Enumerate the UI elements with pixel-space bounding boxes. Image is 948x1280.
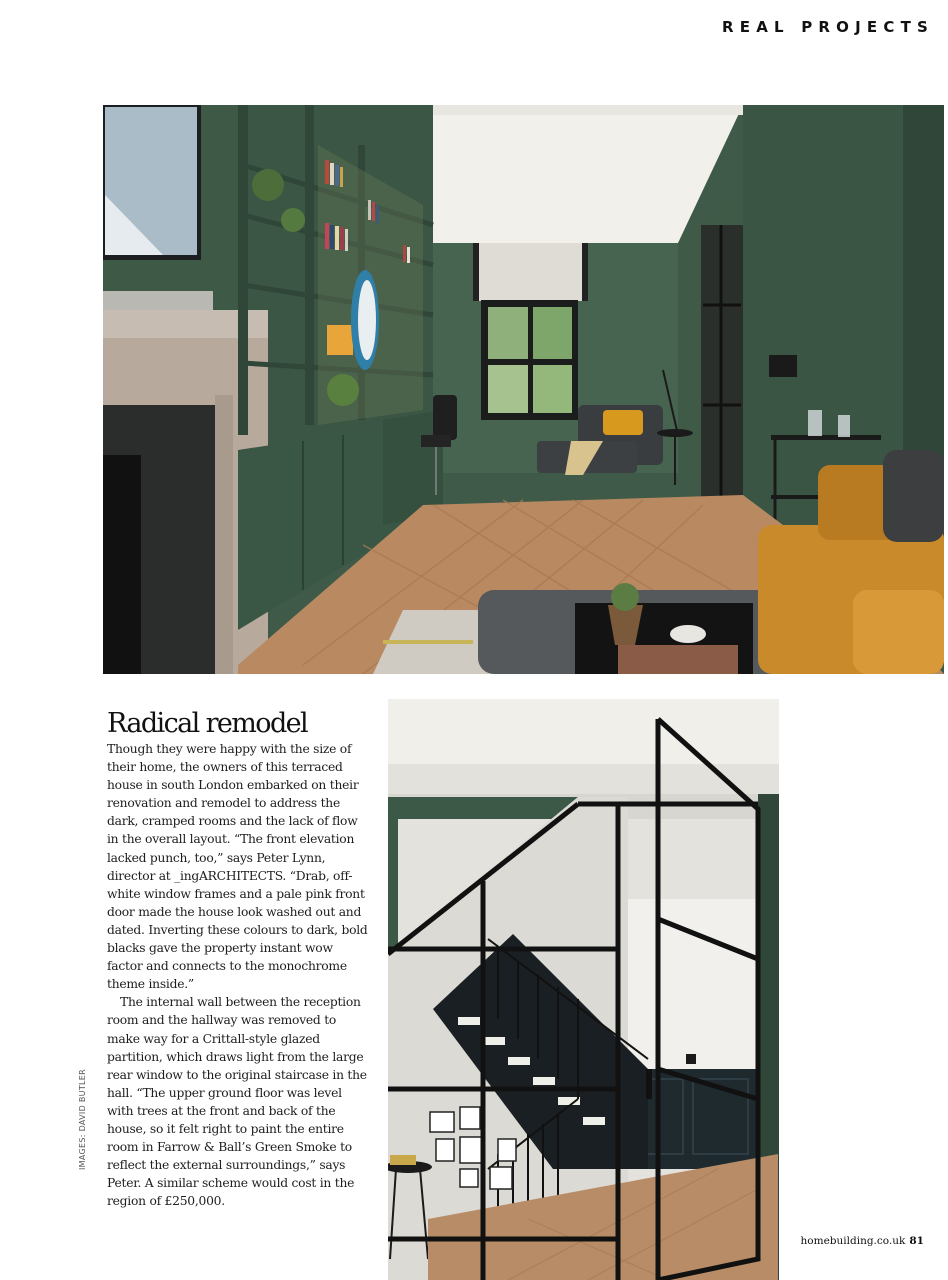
page-folio xyxy=(801,1235,924,1247)
living-room-photo xyxy=(103,105,944,674)
article-headline: Radical remodel xyxy=(107,708,308,739)
article-paragraph: Though they were happy with the size of their home, the owners of this terraced house in south London embarked on their renovation and remodel to address the dark, cramped rooms and the lack of flow in the overall layout. “The front elevation lacked punch, too,” says Peter Lynn, director at _ingARCHITECTS. “Drab, off-white window frames and a pale pink front door made the house look washed out and dated. Inverting these colours to dark, bold blacks gave the property instant wow factor and connects to the monochrome theme inside.” xyxy=(107,742,368,992)
site-url: homebuilding.co.uk xyxy=(800,1235,906,1247)
staircase-photo xyxy=(388,699,779,1280)
article-body xyxy=(107,740,369,1210)
article-paragraph: The internal wall between the reception room and the hallway was removed to make way for a Crittall-style glazed partition, which draws light from the large rear window to the original staircase in the hall. “The upper ground floor was level with trees at the front and back of the house, so it felt right to paint the entire room in Farrow & Ball’s Green Smoke to reflect the external surroundings,” says Peter. A similar scheme would cost in the region of £250,000. xyxy=(107,995,367,1209)
photo-credit: IMAGES: DAVID BUTLER xyxy=(78,1069,87,1170)
section-label: REAL PROJECTS xyxy=(722,18,934,36)
page-number: 81 xyxy=(909,1235,924,1247)
